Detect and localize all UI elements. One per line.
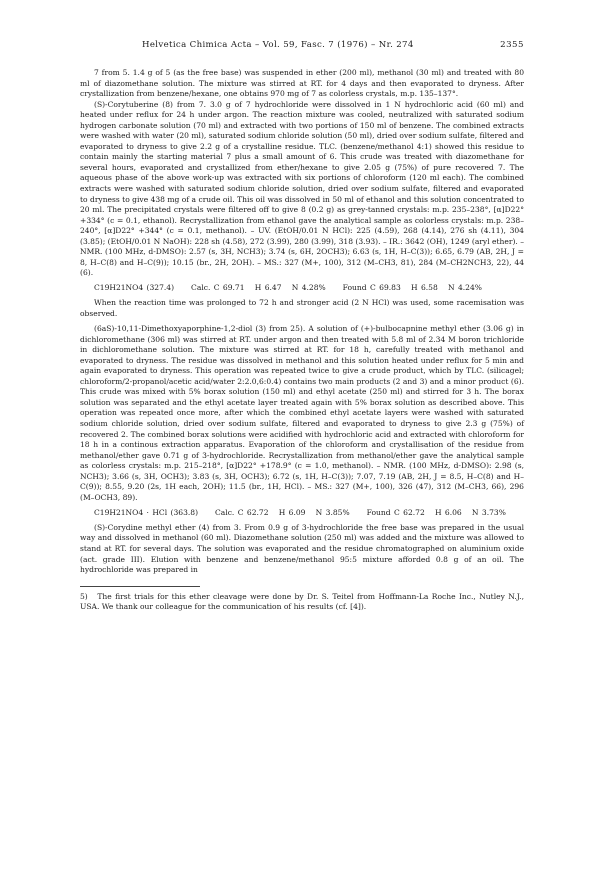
paragraph-dimethoxyaporphine: (6aS)-10,11-Dimethoxyaporphine-1,2-diol (3) from 25). A solution of (+)-bulbocapnine methyl ether (3.06 g) in dichloromethane (306 ml) was stirred at RT. under argon and then treated with 5.8 ml of 2.34 M boron trichloride in dichloromethane solution. The mixture was stirred at RT. for 18 h, carefully treated with methanol and evaporated to dryness. The residue was dissolved in methanol and this solution heated under reflux for 5 min and again evaporated to dryness. This operation was repeated twice to give a crude product, which by TLC. (silicagel; chloroform/2-propanol/acetic acid/water 2:2.0,6:0.4) contains two main products (2 and 3) and a minor product (6). This crude was mixed with 5% borax solution (150 ml) and ethyl acetate (250 ml) and stirred for 3 h. The borax solution was separated and the ethyl acetate layer treated again with 5% borax solution as described above. This operation was repeated once more, after which the combined ethyl acetate layers were washed with saturated sodium chloride solution, dried over sodium sulfate, filtered and evaporated to dryness to give 2.3 g (75%) of recovered 2. The combined borax solutions were acidified with hydrochloric acid and extracted with chloroform for 18 h in a continous extraction apparatus. Evaporation of the chloroform and crystallisation of the residue from methanol/ether gave 0.71 g of 3-hydrochloride. Recrystallization from methanol/ether gave the analytical sample as colorless crystals: m.p. 215–218°, [α]D22° +178.9° (c = 1.0, methanol). – NMR. (100 MHz, d-DMSO): 2.98 (s, NCH3); 3.66 (s, 3H, OCH3); 3.83 (s, 3H, OCH3); 6.72 (s, 1H, H–C(3)); 7.07, 7.19 (AB, 2H, J = 8.5, H–C(8) and H–C(9)); 8.55, 9.20 (2s, 1H each, 2OH); 11.5 (br., 1H, HCl). – MS.: 327 (M+, 100), 326 (47), 312 (M–CH3, 66), 296 (M–OCH3, 89). — [80, 324, 524, 502]
paragraph-corytuberine: (S)-Corytuberine (8) from 7. 3.0 g of 7 hydrochloride were dissolved in 1 N hydrochloric acid (60 ml) and heated under reflux for 24 h under argon. The reaction mixture was cooled, neutralized with saturated sodium hydrogen carbonate solution (70 ml) and extracted with two portions of 150 ml of benzene. The combined extracts were washed with water (20 ml), saturated sodium chloride solution (50 ml), dried over sodium sulfate, filtered and evaporated to dryness to give 2.2 g of a crystalline residue. TLC. (benzene/methanol 4:1) showed this residue to contain mainly the starting material 7 plus a small amount of 6. This crude was treated with diazomethane for several hours, evaporated and crystallized from ether/hexane to give 2.05 g (75%) of pure recovered 7. The aqueous phase of the above work-up was extracted with six portions of chloroform (120 ml each). The combined extracts were washed with saturated sodium chloride solution, dried over sodium sulfate, filtered and evaporated to dryness to give 438 mg of a crude oil. This oil was dissolved in 50 ml of ethanol and this solution concentrated to 20 ml. The precipitated crystals were filtered off to give 8 (0.2 g) as grey-tanned crystals: m.p. 235–238°, [α]D22° +334° (c = 0.1, ethanol). Recrystallization from ethanol gave the analytical sample as colorless crystals: m.p. 238–240°, [α]D22° +344° (c = 0.1, methanol). – UV. (EtOH/0.01 N HCl): 225 (4.59), 268 (4.14), 276 sh (4.11), 304 (3.85); (EtOH/0.01 N NaOH): 228 sh (4.58), 272 (3.99), 280 (3.99), 318 (3.93). – IR.: 3642 (OH), 1249 (aryl ether). – NMR. (100 MHz, d-DMSO): 2.57 (s, 3H, NCH3); 3.74 (s, 6H, 2OCH3); 6.63 (s, 1H, H–C(3)); 6.65, 6.79 (AB, 2H, J = 8, H–C(8) and H–C(9)); 10.15 (br., 2H, 2OH). – MS.: 327 (M+, 100), 312 (M–CH3, 81), 284 (M–CH2NCH3, 22), 44 (6). — [80, 99, 524, 278]
paragraph-7-from-5: 7 from 5. 1.4 g of 5 (as the free base) was suspended in ether (200 ml), methanol (30 ml) and treated with 80 ml of diazomethane solution. The mixture was stirred at RT. for 4 days and then evaporated to dryness. After crystallization from benzene/hexane, one obtains 970 mg of 7 as colorless crystals, m.p. 135–137°. — [80, 68, 524, 99]
elemental-analysis-2: C19H21NO4 · HCl (363.8) Calc. C 62.72 H 6.09 N 3.85% Found C 62.72 H 6.06 N 3.73% — [94, 507, 506, 517]
page-number: 2355 — [500, 40, 524, 50]
journal-title: Helvetica Chimica Acta – Vol. 59, Fasc. 7 (1976) – Nr. 274 — [142, 40, 414, 50]
footnote — [80, 592, 524, 613]
paragraph-corydine-methyl-ether: (S)-Corydine methyl ether (4) from 3. From 0.9 g of 3-hydrochloride the free base was prepared in the usual way and dissolved in methanol (60 ml). Diazomethane solution (250 ml) was added and the mixture was allowed to stand at RT. for several days. The solution was evaporated and the residue chromatographed on aluminium oxide (act. grade III). Elution with benzene and benzene/methanol 95:5 mixture afforded 0.8 g of an oil. The hydrochloride was prepared in — [80, 522, 524, 575]
article-body — [80, 68, 524, 576]
footnote-text: The first trials for this ether cleavage were done by Dr. S. Teitel from Hoffmann-La Roche Inc., Nutley N.J., USA. We thank our colleague for the communication of his results (cf. [4]). — [80, 591, 524, 612]
running-header — [80, 40, 524, 56]
footnote-marker: 5) — [80, 591, 88, 601]
elemental-analysis-1: C19H21NO4 (327.4) Calc. C 69.71 H 6.47 N 4.28% Found C 69.83 H 6.58 N 4.24% — [94, 283, 482, 293]
footnote-divider — [80, 586, 200, 587]
paragraph-racemisation: When the reaction time was prolonged to 72 h and stronger acid (2 N HCl) was used, some racemisation was observed. — [80, 298, 524, 319]
